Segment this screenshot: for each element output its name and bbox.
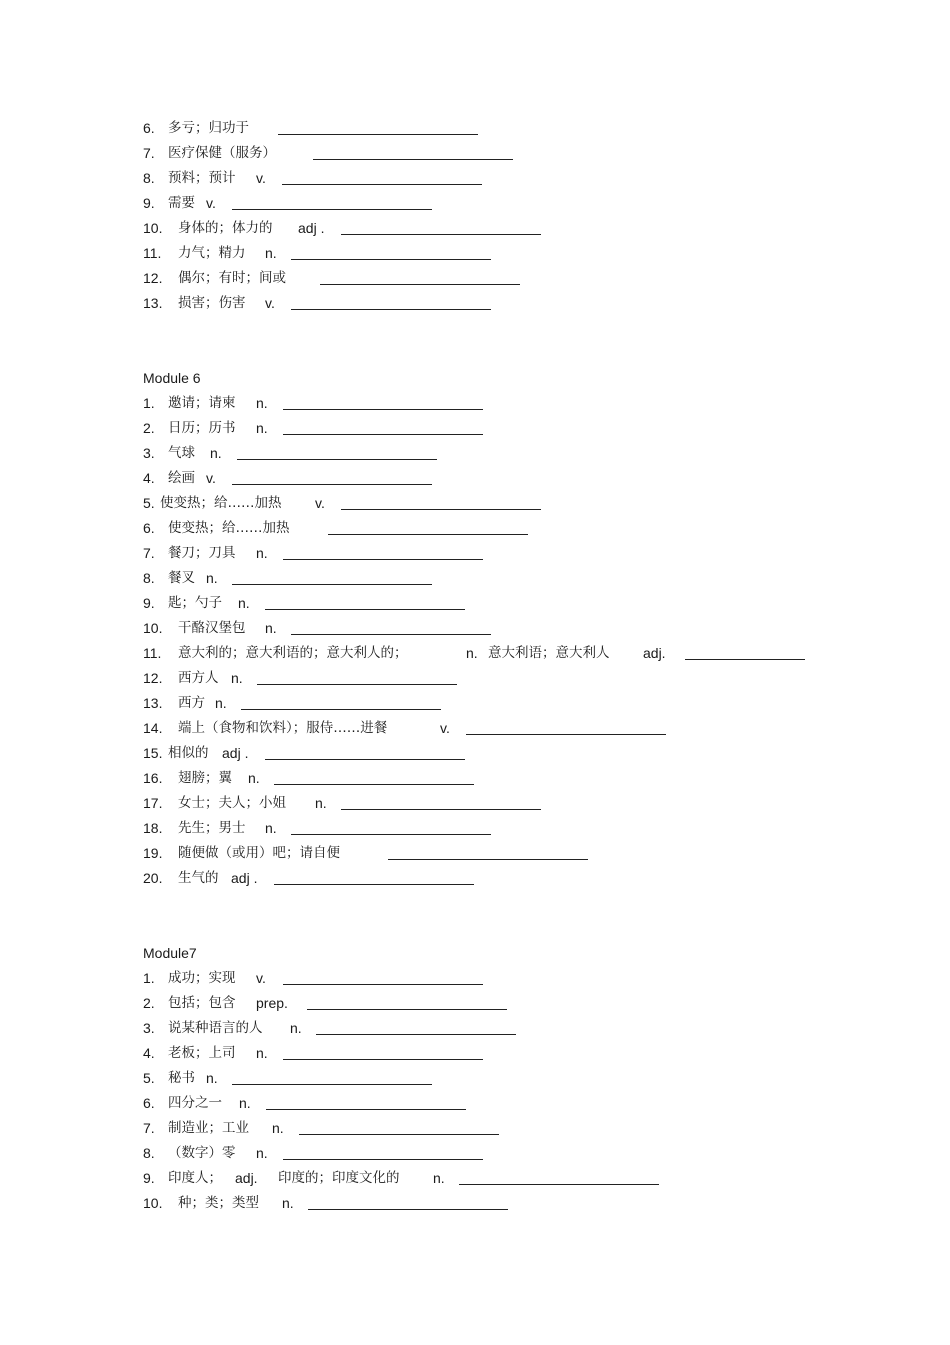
list-item	[143, 1116, 923, 1141]
answer-blank[interactable]	[283, 1058, 483, 1060]
item-part-of-speech: n.	[206, 1070, 218, 1086]
answer-blank[interactable]	[266, 1108, 466, 1110]
list-item	[143, 266, 923, 291]
item-number: 1.	[143, 395, 155, 411]
answer-blank[interactable]	[466, 733, 666, 735]
answer-blank[interactable]	[282, 183, 482, 185]
item-number: 1.	[143, 970, 155, 986]
item-chinese: 先生；男士	[178, 820, 246, 836]
list-item	[143, 466, 923, 491]
list-item	[143, 1191, 923, 1216]
item-chinese: 成功；实现	[168, 970, 236, 986]
item-part-of-speech: n.	[272, 1120, 284, 1136]
item-number: 9.	[143, 1170, 155, 1186]
list-item	[143, 791, 923, 816]
answer-blank[interactable]	[283, 433, 483, 435]
list-item	[143, 566, 923, 591]
item-number: 13.	[143, 695, 163, 711]
answer-blank[interactable]	[283, 408, 483, 410]
item-number: 8.	[143, 170, 155, 186]
list-item	[143, 241, 923, 266]
item-number: 11.	[143, 645, 162, 661]
item-chinese: 秘书	[168, 1070, 195, 1086]
item-chinese: 西方	[178, 695, 205, 711]
list-item	[143, 641, 923, 666]
item-chinese: 餐刀；刀具	[168, 545, 236, 561]
list-item	[143, 1166, 923, 1191]
answer-blank[interactable]	[274, 883, 474, 885]
answer-blank[interactable]	[232, 583, 432, 585]
item-number: 17.	[143, 795, 163, 811]
item-chinese: （数字）零	[168, 1145, 236, 1161]
item-chinese: 端上（食物和饮料）；服侍……进餐	[178, 720, 388, 736]
item-part-of-speech: v.	[206, 470, 216, 486]
answer-blank[interactable]	[237, 458, 437, 460]
item-chinese: 匙；勺子	[168, 595, 222, 611]
list-item	[143, 691, 923, 716]
list-item	[143, 416, 923, 441]
list-item	[143, 141, 923, 166]
item-part-of-speech: n.	[265, 245, 277, 261]
answer-blank[interactable]	[283, 983, 483, 985]
item-part-of-speech: v.	[265, 295, 275, 311]
item-number: 10.	[143, 220, 163, 236]
item-chinese: 偶尔；有时；间或	[178, 270, 286, 286]
answer-blank[interactable]	[232, 208, 432, 210]
item-part-of-speech-2: adj.	[643, 645, 666, 661]
item-part-of-speech: n.	[256, 545, 268, 561]
answer-blank[interactable]	[241, 708, 441, 710]
answer-blank[interactable]	[232, 1083, 432, 1085]
item-chinese: 使变热；给……加热	[160, 495, 282, 511]
item-part-of-speech: n.	[256, 1045, 268, 1061]
list-item	[143, 216, 923, 241]
item-number: 18.	[143, 820, 163, 836]
item-part-of-speech: v.	[440, 720, 450, 736]
list-item	[143, 166, 923, 191]
item-part-of-speech: n.	[256, 1145, 268, 1161]
list-item	[143, 191, 923, 216]
answer-blank[interactable]	[299, 1133, 499, 1135]
item-part-of-speech: n.	[290, 1020, 302, 1036]
list-item	[143, 1041, 923, 1066]
item-number: 5.	[143, 1070, 155, 1086]
item-number: 4.	[143, 1045, 155, 1061]
item-number: 20.	[143, 870, 163, 886]
list-item	[143, 516, 923, 541]
item-number: 7.	[143, 145, 155, 161]
item-chinese-2: 意大利语；意大利人	[488, 645, 610, 661]
item-number: 8.	[143, 1145, 155, 1161]
list-item	[143, 966, 923, 991]
answer-blank[interactable]	[257, 683, 457, 685]
item-number: 13.	[143, 295, 163, 311]
item-chinese: 相似的	[168, 745, 209, 761]
module-6-section	[143, 366, 923, 891]
item-part-of-speech: adj .	[231, 870, 258, 886]
list-item	[143, 1141, 923, 1166]
item-chinese: 随便做（或用）吧；请自便	[178, 845, 340, 861]
item-part-of-speech: adj .	[222, 745, 249, 761]
item-chinese: 多亏；归功于	[168, 120, 249, 136]
answer-blank[interactable]	[316, 1033, 516, 1035]
item-chinese: 西方人	[178, 670, 219, 686]
item-chinese: 医疗保健（服务）	[168, 145, 276, 161]
item-part-of-speech: n.	[210, 445, 222, 461]
item-chinese-2: 印度的；印度文化的	[278, 1170, 400, 1186]
answer-blank[interactable]	[291, 633, 491, 635]
answer-blank[interactable]	[328, 533, 528, 535]
list-item	[143, 1091, 923, 1116]
answer-blank[interactable]	[291, 833, 491, 835]
item-chinese: 女士；夫人；小姐	[178, 795, 286, 811]
item-chinese: 餐叉	[168, 570, 195, 586]
answer-blank[interactable]	[265, 758, 465, 760]
item-number: 10.	[143, 1195, 163, 1211]
answer-blank[interactable]	[341, 233, 541, 235]
item-number: 3.	[143, 1020, 155, 1036]
item-chinese: 邀请；请柬	[168, 395, 236, 411]
item-part-of-speech: n.	[206, 570, 218, 586]
item-number: 7.	[143, 545, 155, 561]
list-item	[143, 491, 923, 516]
item-part-of-speech: n.	[282, 1195, 294, 1211]
answer-blank[interactable]	[459, 1183, 659, 1185]
item-number: 6.	[143, 1095, 155, 1111]
item-number: 5.	[143, 495, 155, 511]
item-number: 12.	[143, 670, 163, 686]
list-item	[143, 616, 923, 641]
item-part-of-speech-2: n.	[433, 1170, 445, 1186]
item-chinese: 需要	[168, 195, 195, 211]
item-number: 16.	[143, 770, 163, 786]
answer-blank[interactable]	[283, 1158, 483, 1160]
list-item	[143, 841, 923, 866]
answer-blank[interactable]	[308, 1208, 508, 1210]
list-item	[143, 541, 923, 566]
module-7-section	[143, 941, 923, 1216]
item-chinese: 气球	[168, 445, 195, 461]
list-item	[143, 666, 923, 691]
list-item	[143, 116, 923, 141]
item-chinese: 力气；精力	[178, 245, 246, 261]
item-number: 10.	[143, 620, 163, 636]
item-part-of-speech: n.	[248, 770, 260, 786]
item-number: 3.	[143, 445, 155, 461]
item-number: 7.	[143, 1120, 155, 1136]
list-item	[143, 591, 923, 616]
item-chinese: 包括；包含	[168, 995, 236, 1011]
item-number: 12.	[143, 270, 163, 286]
list-item	[143, 741, 923, 766]
list-item	[143, 1066, 923, 1091]
answer-blank[interactable]	[388, 858, 588, 860]
item-part-of-speech: n.	[239, 1095, 251, 1111]
item-number: 2.	[143, 420, 155, 436]
item-chinese: 制造业；工业	[168, 1120, 249, 1136]
item-number: 4.	[143, 470, 155, 486]
item-part-of-speech: n.	[215, 695, 227, 711]
answer-blank[interactable]	[341, 808, 541, 810]
item-part-of-speech: n.	[466, 645, 478, 661]
list-item	[143, 866, 923, 891]
item-part-of-speech: v.	[206, 195, 216, 211]
answer-blank[interactable]	[265, 608, 465, 610]
item-number: 6.	[143, 120, 155, 136]
answer-blank[interactable]	[278, 133, 478, 135]
answer-blank[interactable]	[341, 508, 541, 510]
item-number: 9.	[143, 595, 155, 611]
worksheet-page	[143, 116, 923, 1216]
answer-blank[interactable]	[291, 308, 491, 310]
list-item	[143, 391, 923, 416]
list-item	[143, 291, 923, 316]
item-number: 2.	[143, 995, 155, 1011]
answer-blank[interactable]	[291, 258, 491, 260]
item-part-of-speech: n.	[315, 795, 327, 811]
module-7-title: Module7	[143, 945, 197, 961]
item-part-of-speech: n.	[256, 395, 268, 411]
item-number: 15.	[143, 745, 163, 761]
item-chinese: 说某种语言的人	[168, 1020, 263, 1036]
module-6-title: Module 6	[143, 370, 201, 386]
answer-blank[interactable]	[232, 483, 432, 485]
list-item	[143, 816, 923, 841]
item-chinese: 绘画	[168, 470, 195, 486]
item-number: 11.	[143, 245, 162, 261]
item-number: 19.	[143, 845, 163, 861]
answer-blank[interactable]	[283, 558, 483, 560]
list-item	[143, 991, 923, 1016]
answer-blank[interactable]	[685, 658, 805, 660]
item-number: 14.	[143, 720, 163, 736]
item-part-of-speech: n.	[256, 420, 268, 436]
item-number: 9.	[143, 195, 155, 211]
item-part-of-speech: n.	[231, 670, 243, 686]
list-item	[143, 766, 923, 791]
item-chinese: 使变热；给……加热	[168, 520, 290, 536]
list-item	[143, 1016, 923, 1041]
item-part-of-speech: n.	[265, 620, 277, 636]
item-part-of-speech: n.	[265, 820, 277, 836]
item-chinese: 干酪汉堡包	[178, 620, 246, 636]
answer-blank[interactable]	[274, 783, 474, 785]
item-chinese: 意大利的；意大利语的；意大利人的；	[178, 645, 408, 661]
item-chinese: 种；类；类型	[178, 1195, 259, 1211]
item-chinese: 生气的	[178, 870, 219, 886]
item-chinese: 四分之一	[168, 1095, 222, 1111]
item-part-of-speech: prep.	[256, 995, 288, 1011]
item-part-of-speech: n.	[238, 595, 250, 611]
item-chinese: 身体的；体力的	[178, 220, 273, 236]
item-number: 8.	[143, 570, 155, 586]
answer-blank[interactable]	[307, 1008, 507, 1010]
item-number: 6.	[143, 520, 155, 536]
item-part-of-speech: adj .	[298, 220, 325, 236]
item-chinese: 老板；上司	[168, 1045, 236, 1061]
item-chinese: 印度人；	[168, 1170, 222, 1186]
item-part-of-speech: v.	[256, 970, 266, 986]
item-chinese: 预料；预计	[168, 170, 236, 186]
item-part-of-speech: v.	[315, 495, 325, 511]
answer-blank[interactable]	[313, 158, 513, 160]
answer-blank[interactable]	[320, 283, 520, 285]
list-item	[143, 441, 923, 466]
item-chinese: 日历；历书	[168, 420, 236, 436]
top-items-list	[143, 116, 923, 316]
item-chinese: 损害；伤害	[178, 295, 246, 311]
item-part-of-speech: adj.	[235, 1170, 258, 1186]
item-part-of-speech: v.	[256, 170, 266, 186]
list-item	[143, 716, 923, 741]
item-chinese: 翅膀；翼	[178, 770, 232, 786]
